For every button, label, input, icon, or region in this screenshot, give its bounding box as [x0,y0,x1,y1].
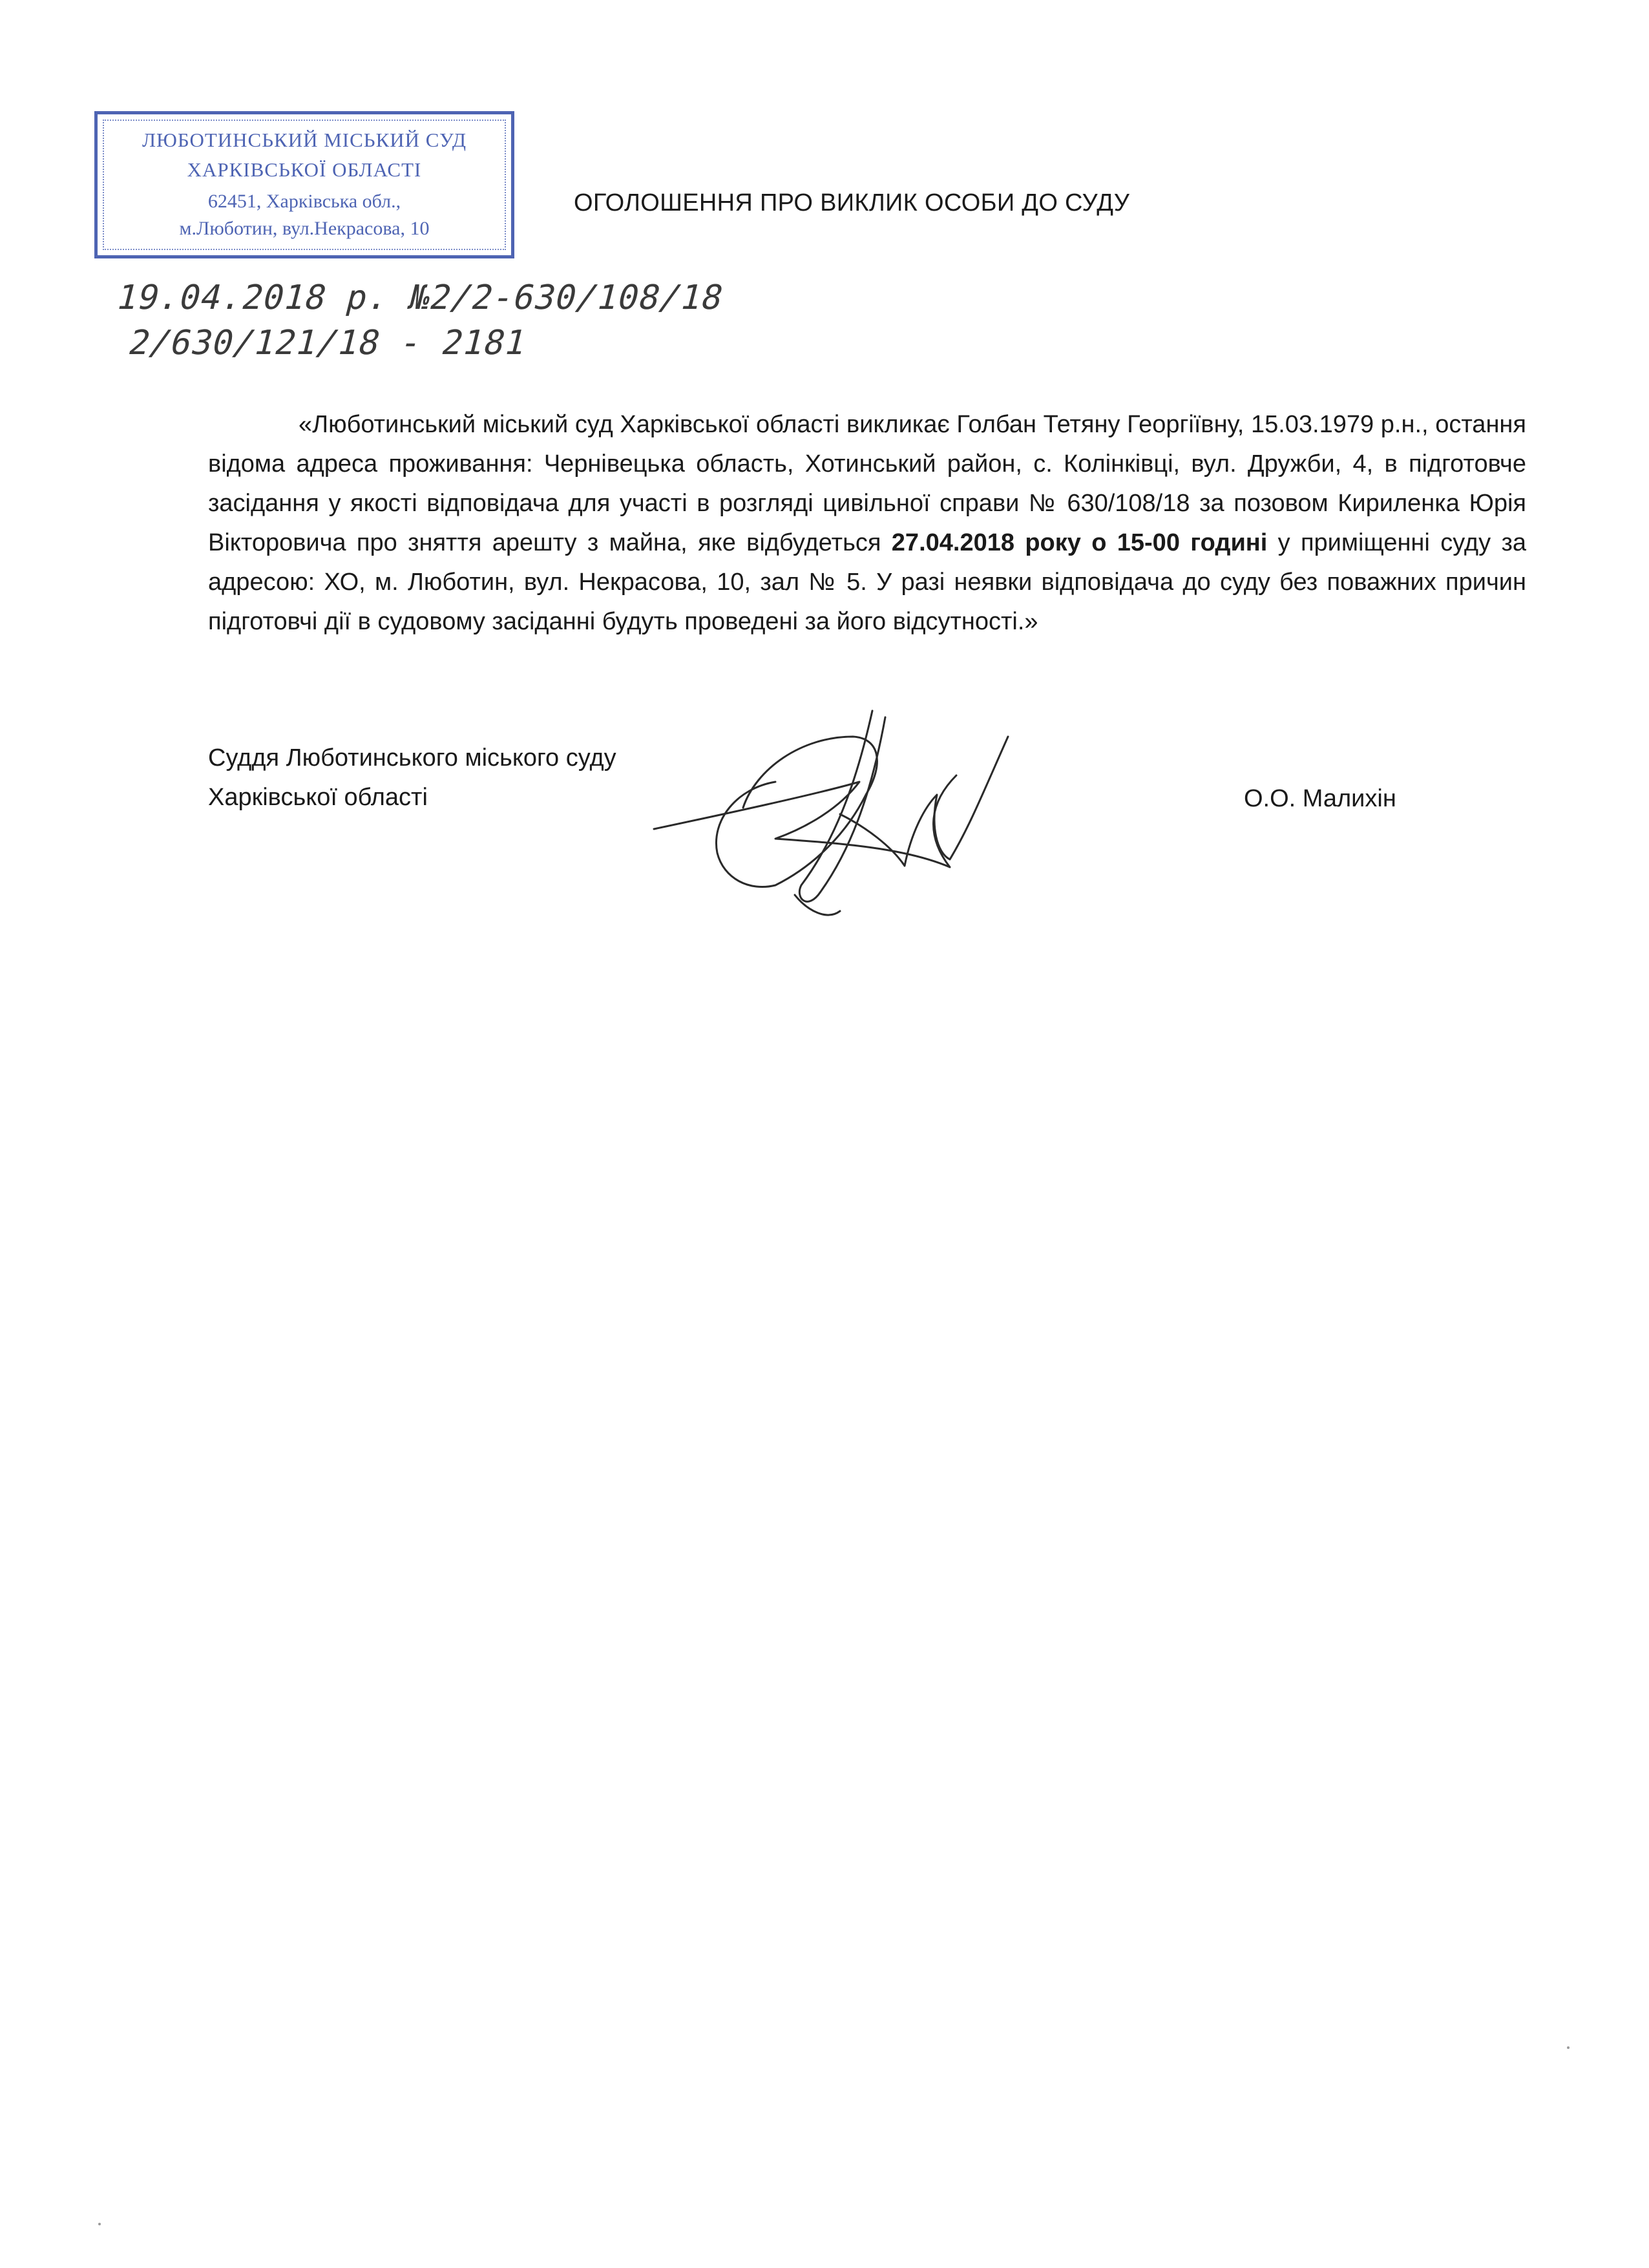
hearing-date-time: 27.04.2018 року о 15-00 годині [891,529,1268,556]
body-text-part-2: у приміщенні суду за адресою: ХО, м. Люботин, вул. Некрасова, 10, зал № 5. У разі неявки відповідача до суду без поважних причин підготовчі дії в судовому засіданні будуть проведені за його відсутності.» [208,529,1526,635]
announcement-body [208,405,1526,642]
scan-speck [1567,2046,1570,2049]
judge-title-line-1: Суддя Люботинського міського суду [208,744,616,772]
judge-title-line-2: Харківської області [208,784,428,811]
stamp-address: м.Люботин, вул.Некрасова, 10 [179,218,430,239]
court-stamp [94,111,514,258]
judge-title [208,739,616,817]
stamp-court-name: ЛЮБОТИНСЬКИЙ МІСЬКИЙ СУД [142,129,467,151]
registration-line-2: 2/630/121/18 - 2181 [124,323,531,362]
stamp-postal-code: 62451, Харківська обл., [207,191,401,212]
scan-speck [98,2223,101,2225]
registration-line-1: 19.04.2018 р. №2/2-630/108/18 [112,278,728,317]
document-title: ОГОЛОШЕННЯ ПРО ВИКЛИК ОСОБИ ДО СУДУ [574,189,1130,216]
stamp-region: ХАРКІВСЬКОЇ ОБЛАСТІ [187,158,422,181]
handwritten-signature [646,698,1034,943]
body-text-part-1: «Люботинський міський суд Харківської області викликає Голбан Тетяну Георгіївну, 15.03.1979 р.н., остання відома адреса проживання: Чернівецька область, Хотинський район, с. Колінківці, вул. Дружби, 4, в підготовче засідання у якості відповідача для участі в розгляді цивільної справи № 630/108/18 за позовом Кириленка Юрія Вікторовича про зняття арешту з майна, яке відбудеться [208,411,1526,556]
handwritten-registration-number [112,271,728,368]
judge-name: О.О. Малихін [1244,785,1396,812]
